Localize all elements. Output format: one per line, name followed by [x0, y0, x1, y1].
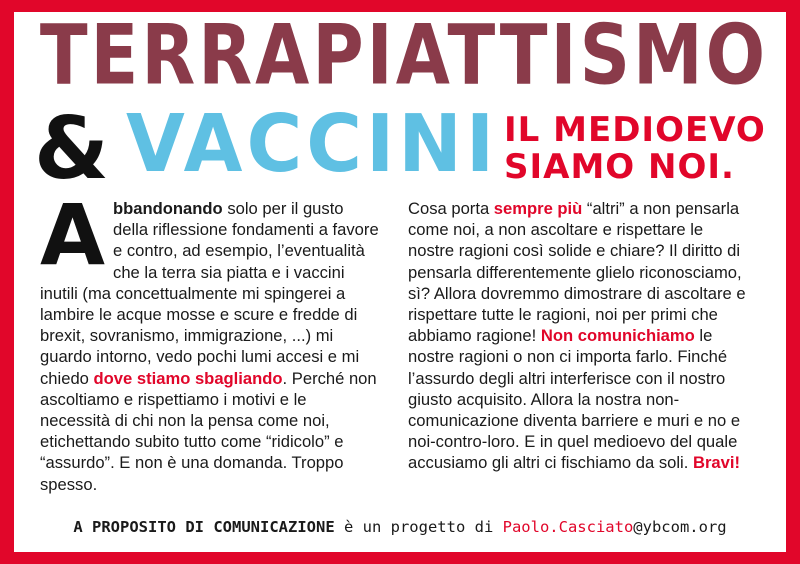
footer-project-name: A PROPOSITO DI COMUNICAZIONE [73, 518, 335, 536]
tagline [504, 112, 774, 185]
lead-word: bbandonando [113, 199, 223, 218]
title-vaccini: VACCINI [126, 96, 499, 191]
footer-email-domain[interactable]: @ybcom.org [633, 518, 727, 536]
right-text-1: Cosa porta [408, 199, 494, 218]
footer-email-name[interactable]: Paolo.Casciato [502, 518, 634, 536]
title-ampersand: & [34, 99, 109, 199]
left-highlight-1: dove stiamo sbagliando [93, 368, 283, 388]
title-terrapiattismo: TERRAPIATTISMO [39, 6, 769, 104]
right-highlight-2: Non comunichiamo [540, 326, 695, 346]
tagline-line-1: IL MEDIOEVO [504, 110, 766, 150]
drop-cap: A [40, 186, 106, 284]
right-text-3: le nostre ragioni o non ci importa farlo. Finché l’assurdo degli altri interferisce con il nostro giusto acquisito. Allora la nostra non-comunicazione diventa barriere e muri e no e noi-contro-loro. E in quel medioevo del quale accusiamo gli altri ci fischiamo da soli. [408, 326, 741, 473]
right-highlight-3: Bravi! [692, 453, 741, 473]
poster-card [14, 6, 786, 552]
right-column-text [408, 198, 748, 474]
tagline-line-2: SIAMO NOI. [504, 146, 735, 187]
right-text-2: “altri” a non pensarla come noi, a non ascoltare e rispettare le nostre ragioni così solide e chiare? Il diritto di pensarla differentemente glielo riconosciamo, sì? Allora dovremmo dimostrare di ascoltare e rispettare tutte le ragioni, noi per primi che abbiamo ragione! [408, 199, 746, 346]
left-text-2: . Perché non ascoltiamo e rispettiamo i motivi e le necessità di chi non la pensa come noi, etichettando subito tutto come “ridicolo” e “assurdo”. E non è una domanda. Troppo spesso. [40, 368, 377, 494]
footer-middle-text: è un progetto di [334, 518, 503, 536]
left-text-1: solo per il gusto della riflessione fondamenti a favore e contro, ad esempio, l’eventualità che la terra sia piatta e i vaccini inutili (ma concettualmente mi spingerei a lambire le acque mosse e scure e fredde di brexit, sovranismo, immigrazione, ...) mi guardo intorno, vedo pochi lumi accesi e mi chiedo [40, 199, 379, 388]
left-column-text [40, 186, 380, 495]
footer-credit [28, 518, 772, 536]
right-highlight-1: sempre più [493, 199, 583, 218]
